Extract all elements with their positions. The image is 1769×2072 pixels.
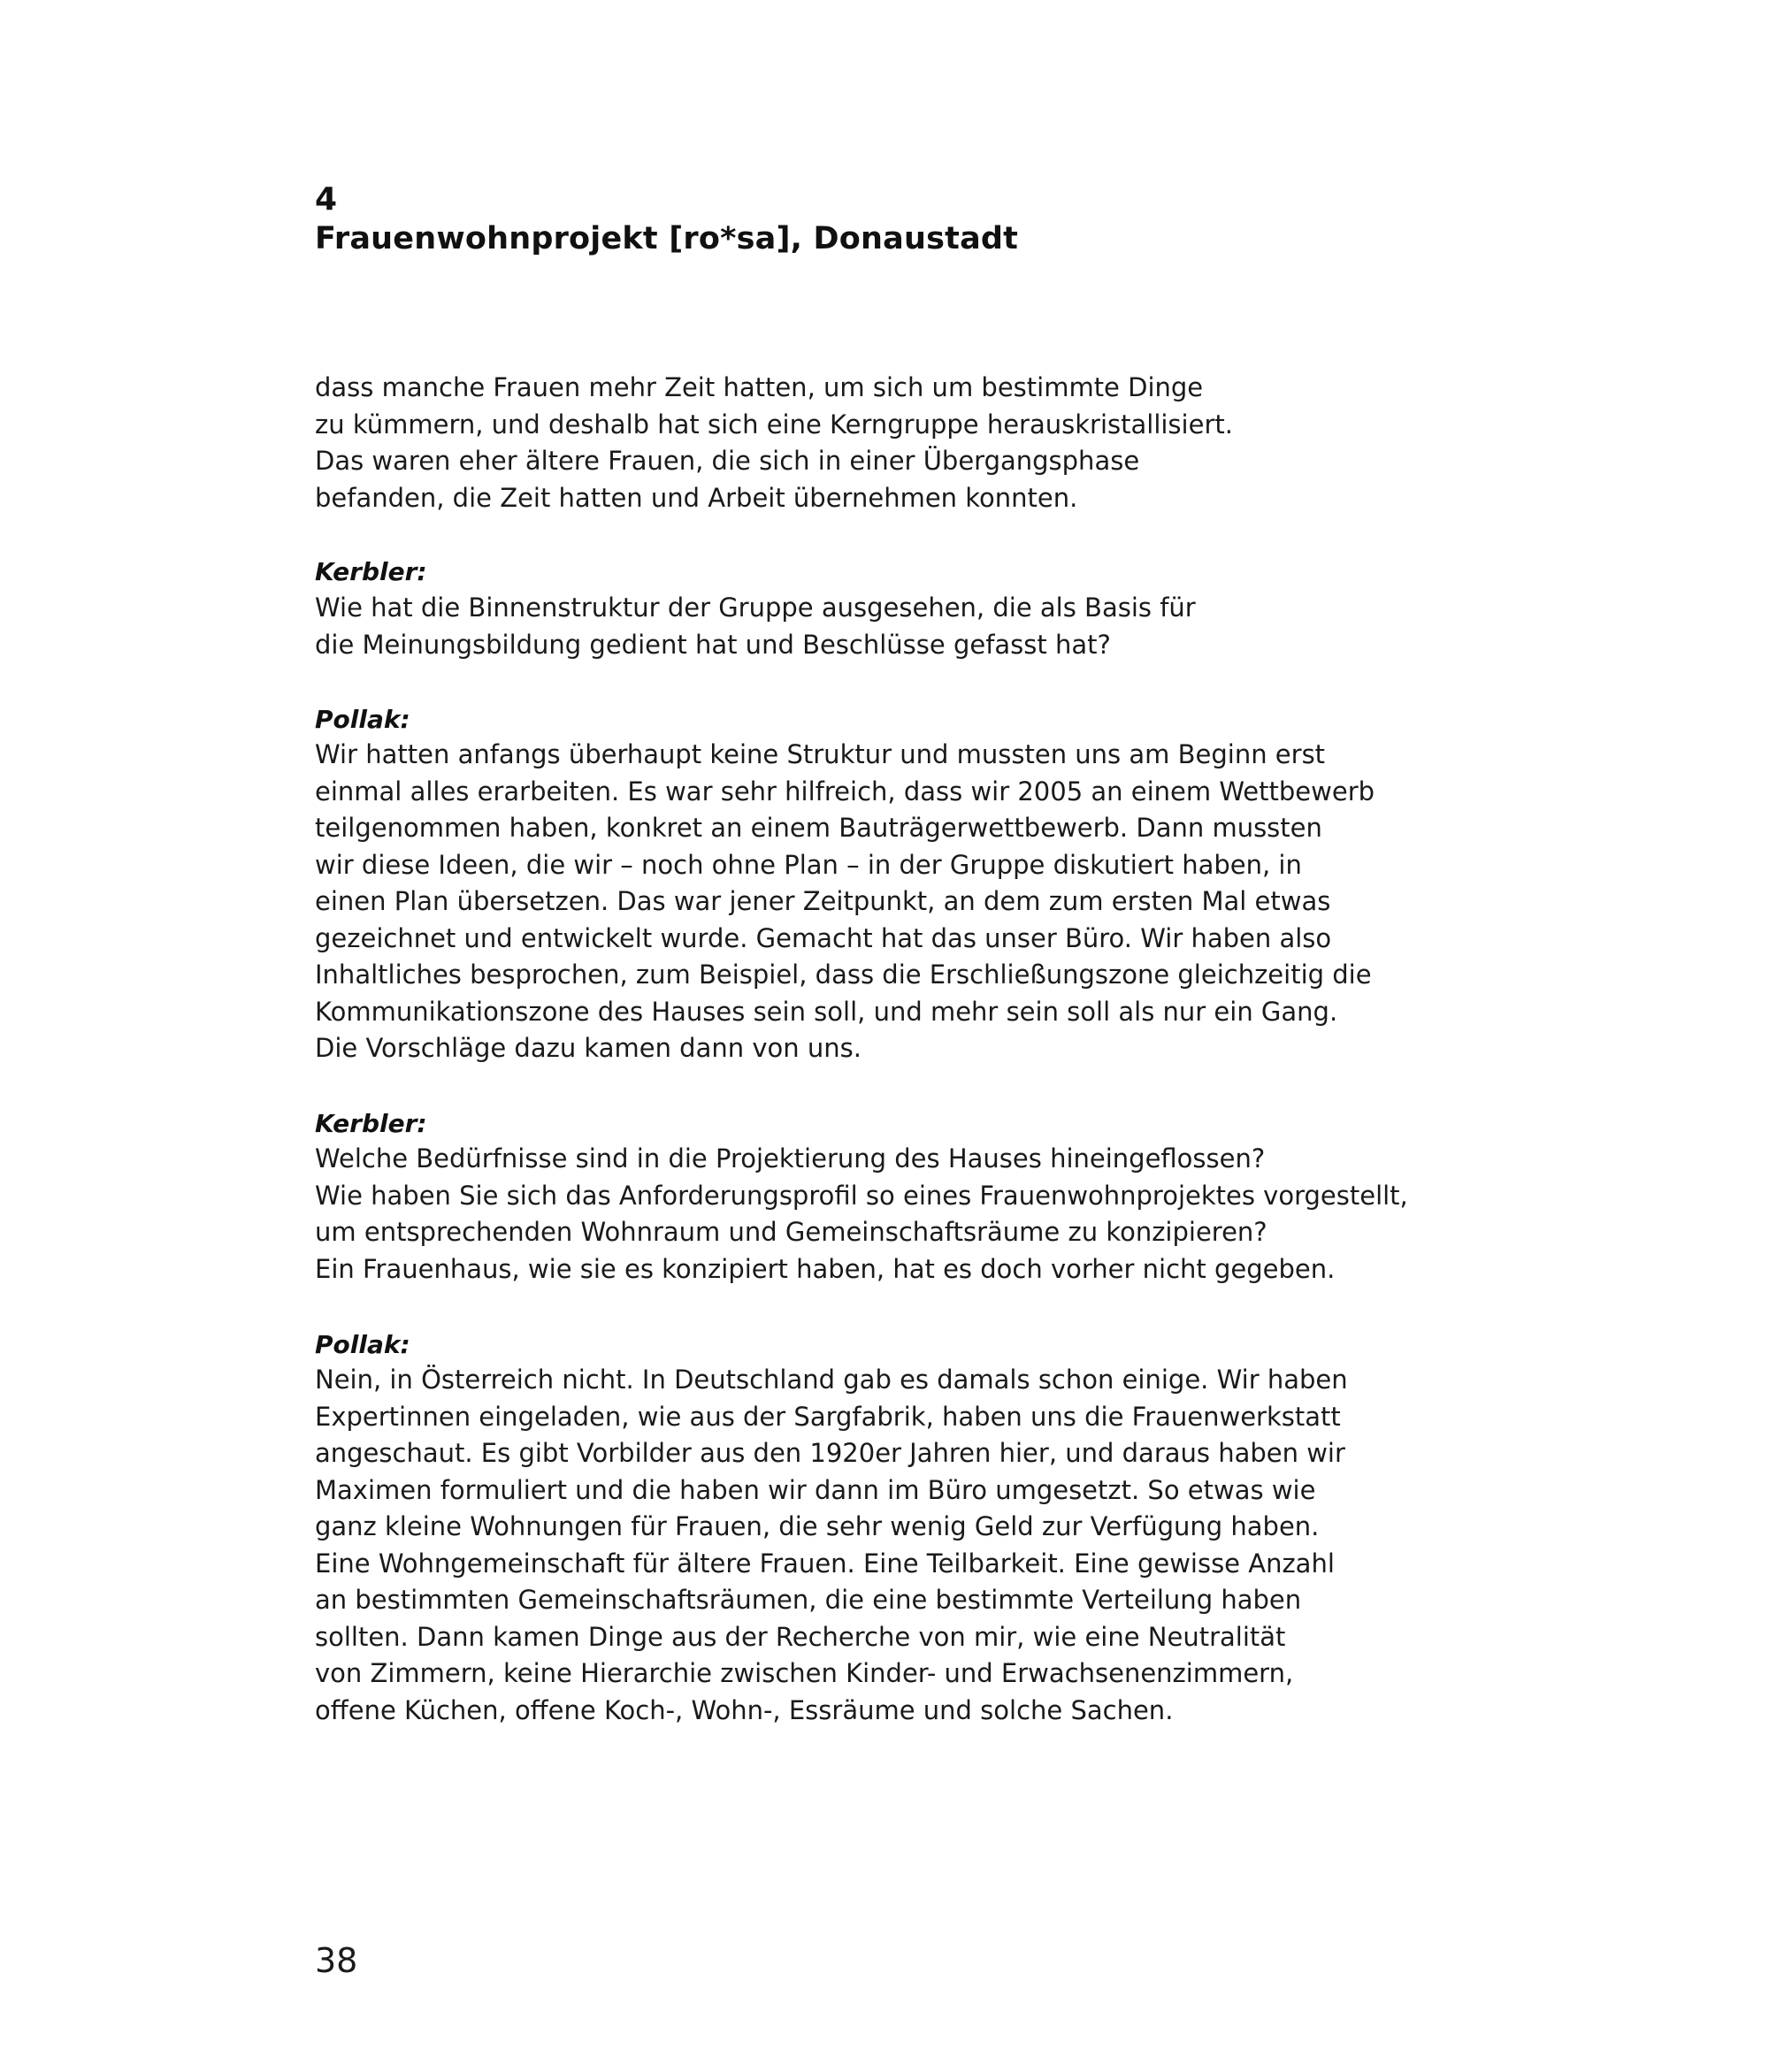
text-line: Nein, in Österreich nicht. In Deutschland gab es damals schon einige. Wir haben — [315, 1365, 1348, 1395]
paragraph-question-2 — [315, 1141, 1408, 1288]
text-line: einmal alles erarbeiten. Es war sehr hilfreich, dass wir 2005 an einem Wettbewerb — [315, 776, 1375, 807]
paragraph-question-1 — [315, 590, 1196, 663]
text-line: Wir hatten anfangs überhaupt keine Struktur und mussten uns am Beginn erst — [315, 739, 1326, 769]
text-line: gezeichnet und entwickelt wurde. Gemacht hat das unser Büro. Wir haben also — [315, 922, 1332, 953]
text-line: die Meinungsbildung gedient hat und Beschlüsse gefasst hat? — [315, 629, 1111, 660]
text-line: einen Plan übersetzen. Das war jener Zeitpunkt, an dem zum ersten Mal etwas — [315, 886, 1331, 916]
text-line: Welche Bedürfnisse sind in die Projektierung des Hauses hineingeflossen? — [315, 1143, 1266, 1174]
text-line: Expertinnen eingeladen, wie aus der Sargfabrik, haben uns die Frauenwerkstatt — [315, 1401, 1341, 1432]
paragraph-answer-1 — [315, 737, 1375, 1067]
paragraph-intro — [315, 370, 1233, 516]
speaker-label-pollak: Pollak: — [315, 705, 410, 734]
text-line: von Zimmern, keine Hierarchie zwischen Kinder- und Erwachsenenzimmern, — [315, 1658, 1294, 1688]
text-line: Inhaltliches besprochen, zum Beispiel, dass die Erschließungszone gleichzeitig die — [315, 960, 1372, 990]
text-line: offene Küchen, offene Koch-, Wohn-, Essräume und solche Sachen. — [315, 1694, 1174, 1725]
text-line: befanden, die Zeit hatten und Arbeit übernehmen konnten. — [315, 482, 1078, 513]
chapter-number: 4 — [315, 181, 338, 218]
text-line: angeschaut. Es gibt Vorbilder aus den 1920er Jahren hier, und daraus haben wir — [315, 1438, 1345, 1468]
speaker-label-pollak: Pollak: — [315, 1330, 410, 1359]
speaker-label-kerbler: Kerbler: — [315, 1109, 427, 1138]
text-line: zu kümmern, und deshalb hat sich eine Kerngruppe herauskristallisiert. — [315, 409, 1233, 440]
text-line: Maximen formuliert und die haben wir dann im Büro umgesetzt. So etwas wie — [315, 1474, 1316, 1505]
speaker-label-kerbler: Kerbler: — [315, 557, 427, 586]
text-line: Wie hat die Binnenstruktur der Gruppe ausgesehen, die als Basis für — [315, 593, 1196, 623]
text-line: dass manche Frauen mehr Zeit hatten, um sich um bestimmte Dinge — [315, 372, 1204, 402]
text-line: Wie haben Sie sich das Anforderungsprofil so eines Frauenwohnprojektes vorgestellt, — [315, 1180, 1408, 1211]
chapter-title: Frauenwohnprojekt [ro*sa], Donaustadt — [315, 221, 1019, 256]
page-number: 38 — [315, 1941, 358, 1980]
text-line: Eine Wohngemeinschaft für ältere Frauen. Eine Teilbarkeit. Eine gewisse Anzahl — [315, 1548, 1335, 1579]
text-line: ganz kleine Wohnungen für Frauen, die sehr wenig Geld zur Verfügung haben. — [315, 1511, 1320, 1541]
text-line: Die Vorschläge dazu kamen dann von uns. — [315, 1033, 862, 1063]
text-line: sollten. Dann kamen Dinge aus der Recherche von mir, wie eine Neutralität — [315, 1621, 1286, 1652]
text-line: Kommunikationszone des Hauses sein soll, und mehr sein soll als nur ein Gang. — [315, 996, 1338, 1027]
text-line: wir diese Ideen, die wir – noch ohne Plan – in der Gruppe diskutiert haben, in — [315, 849, 1302, 880]
text-line: Ein Frauenhaus, wie sie es konzipiert haben, hat es doch vorher nicht gegeben. — [315, 1253, 1336, 1284]
text-line: Das waren eher ältere Frauen, die sich in einer Übergangsphase — [315, 446, 1140, 476]
paragraph-answer-2 — [315, 1362, 1348, 1729]
text-line: teilgenommen haben, konkret an einem Bauträgerwettbewerb. Dann mussten — [315, 813, 1322, 843]
text-line: an bestimmten Gemeinschaftsräumen, die eine bestimmte Verteilung haben — [315, 1585, 1302, 1615]
text-line: um entsprechenden Wohnraum und Gemeinschaftsräume zu konzipieren? — [315, 1217, 1267, 1247]
